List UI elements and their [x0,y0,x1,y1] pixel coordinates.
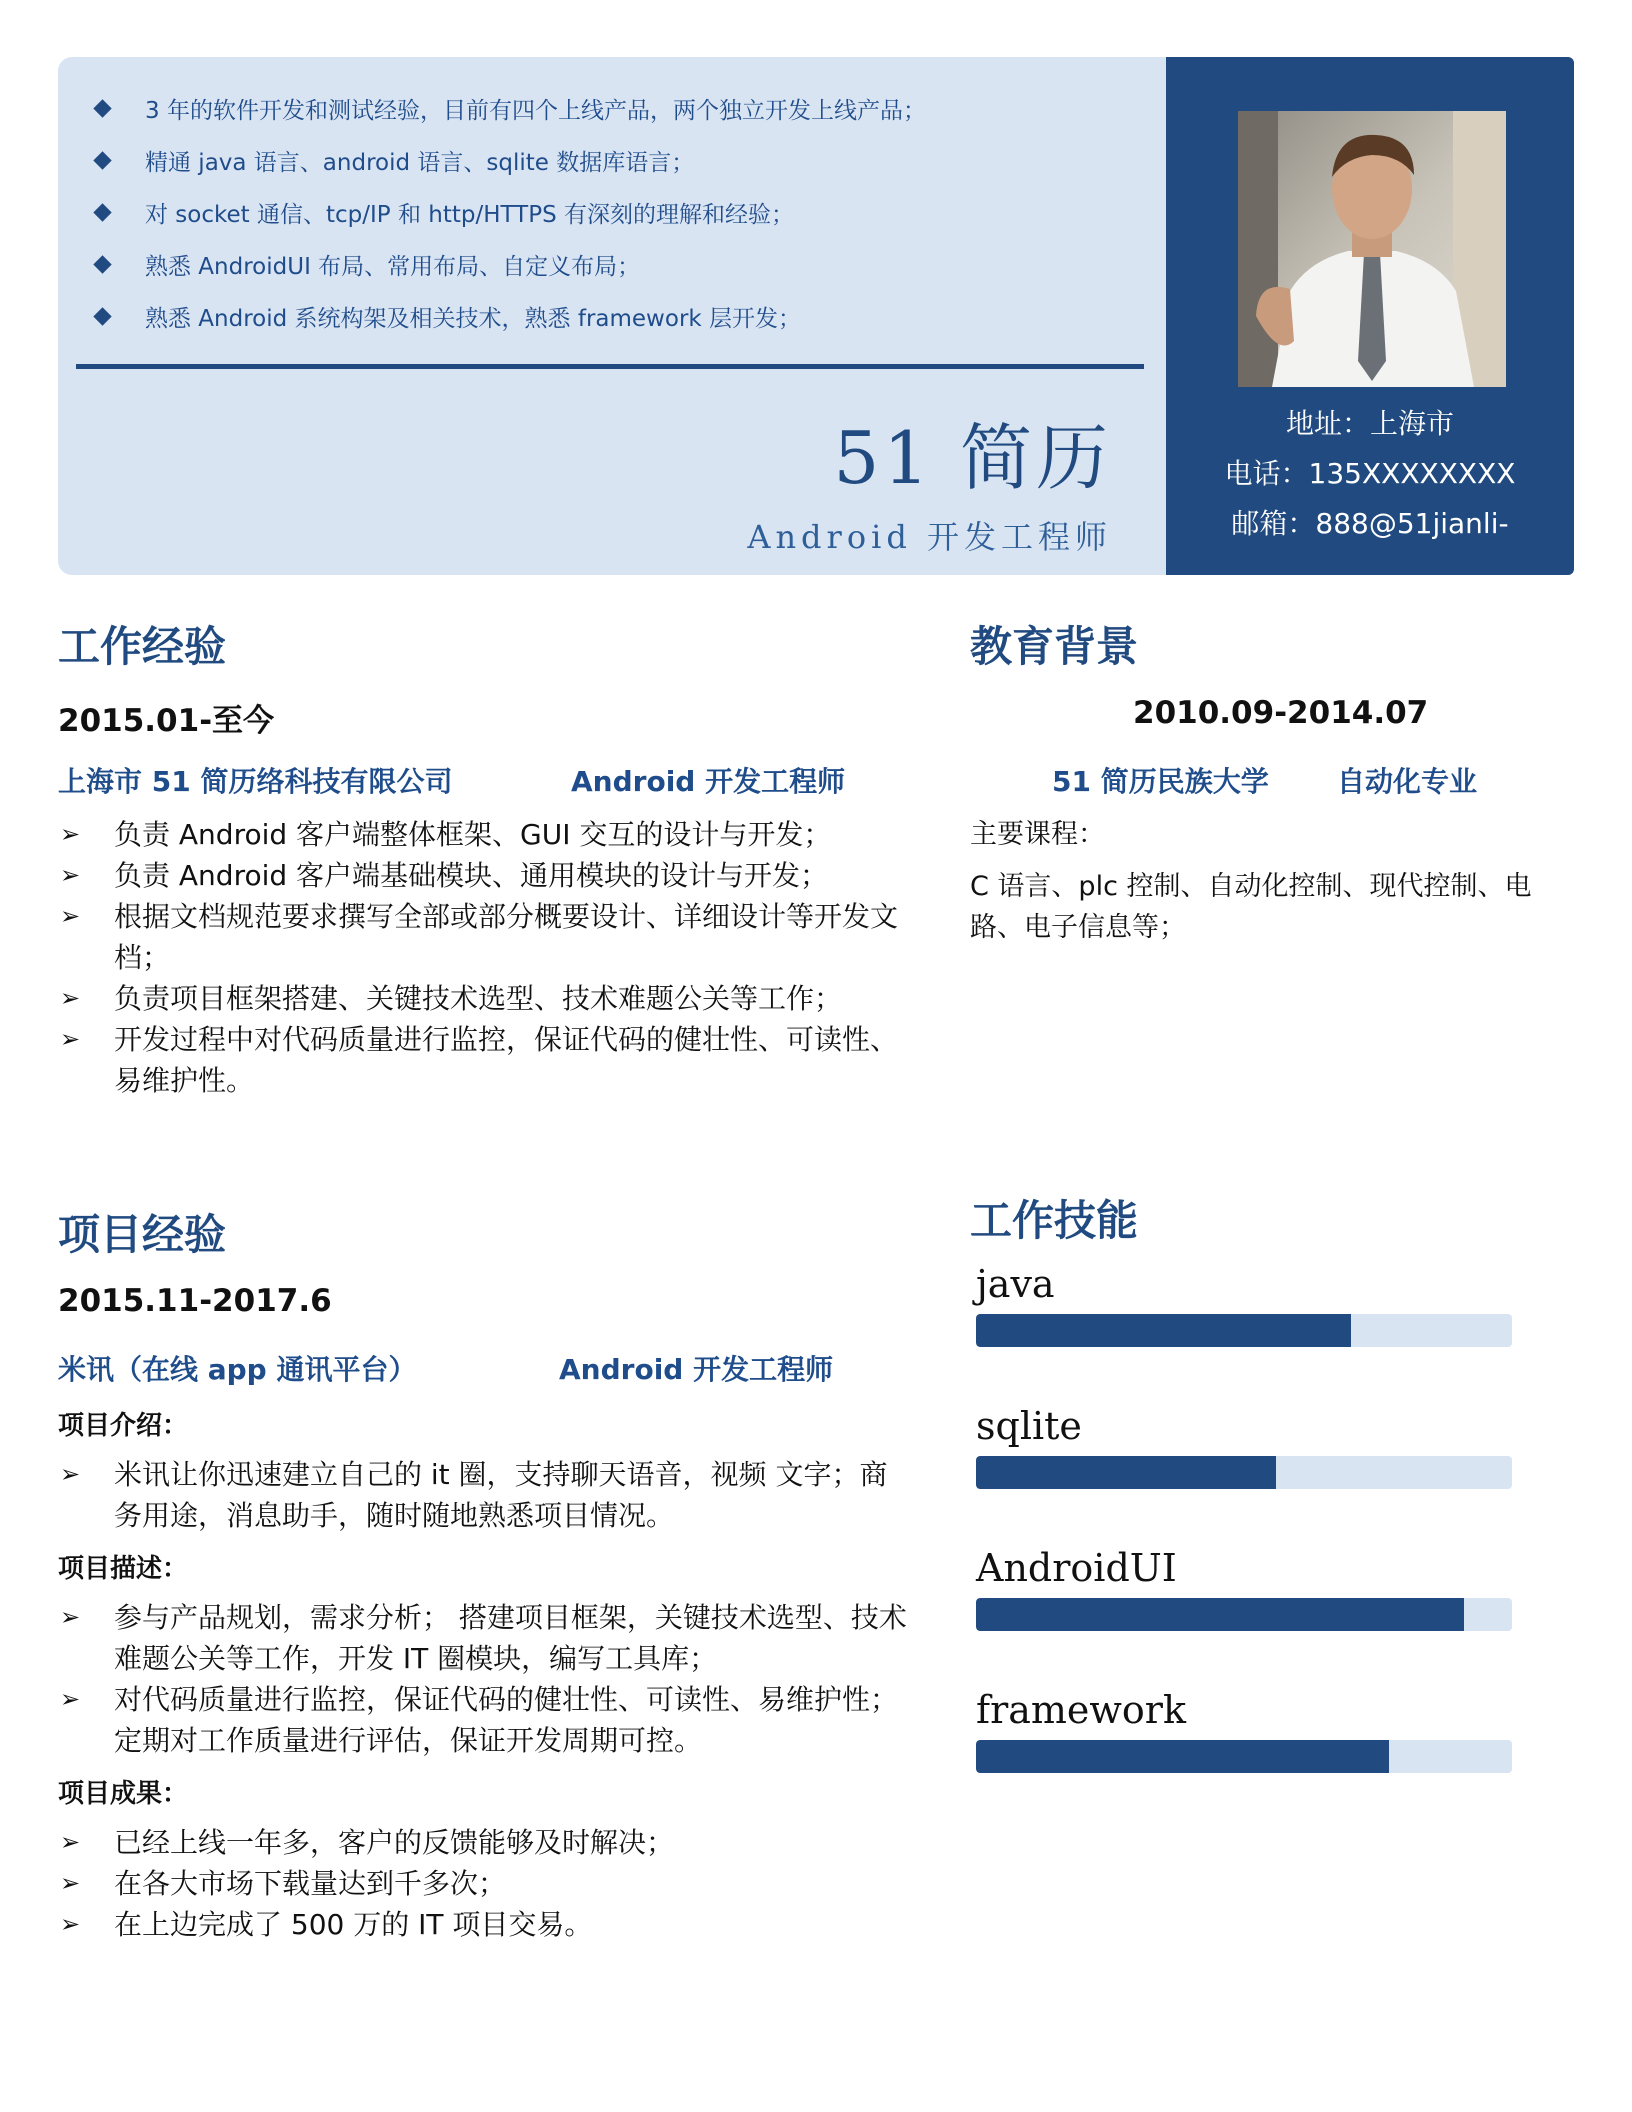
summary-item: 对 socket 通信、tcp/IP 和 http/HTTPS 有深刻的理解和经验； [90,186,1140,238]
list-item: ➢ 在各大市场下载量达到千多次； [58,1863,910,1904]
project-section-title: 项目经验 [58,1210,227,1259]
project-desc-list [58,1597,910,1761]
diamond-bullet-icon [93,99,111,117]
project-date: 2015.11-2017.6 [58,1283,332,1319]
list-item: ➢ 负责项目框架搭建、关键技术选型、技术难题公关等工作； [58,978,910,1019]
project-intro-list [58,1454,910,1536]
work-position: Android 开发工程师 [571,765,846,798]
project-results-list [58,1822,910,1945]
project-name: 米讯（在线 app 通讯平台） [58,1353,417,1386]
education-date: 2010.09-2014.07 [1133,695,1429,731]
skill-fill [976,1314,1351,1347]
skill-label-androidui: AndroidUI [976,1546,1177,1590]
education-section-title: 教育背景 [970,622,1139,671]
skill-bar-framework [976,1740,1512,1773]
project-result-label: 项目成果： [58,1779,189,1809]
work-section-title: 工作经验 [58,622,227,671]
skills-section-title: 工作技能 [970,1196,1139,1245]
arrow-bullet-icon: ➢ [60,1910,81,1938]
arrow-bullet-icon: ➢ [60,1025,81,1053]
list-item: ➢ 根据文档规范要求撰写全部或部分概要设计、详细设计等开发文档； [58,896,910,978]
profile-photo [1238,111,1506,387]
project-position: Android 开发工程师 [559,1353,834,1386]
arrow-bullet-icon: ➢ [60,1603,81,1631]
education-courses-label: 主要课程： [970,819,1105,850]
arrow-bullet-icon: ➢ [60,984,81,1012]
education-courses: C 语言、plc 控制、自动化控制、现代控制、电路、电子信息等； [970,871,1532,943]
diamond-bullet-icon [93,307,111,325]
arrow-bullet-icon: ➢ [60,1685,81,1713]
diamond-bullet-icon [93,203,111,221]
summary-item: 精通 java 语言、android 语言、sqlite 数据库语言； [90,134,1140,186]
skill-fill [976,1740,1389,1773]
arrow-bullet-icon: ➢ [60,820,81,848]
arrow-bullet-icon: ➢ [60,861,81,889]
diamond-bullet-icon [93,151,111,169]
contact-address: 地址：上海市 [1285,407,1454,440]
skill-bar-androidui [976,1598,1512,1631]
summary-item: 3 年的软件开发和测试经验，目前有四个上线产品，两个独立开发上线产品； [90,82,1140,134]
skill-fill [976,1456,1276,1489]
skill-bar-sqlite [976,1456,1512,1489]
summary-item: 熟悉 Android 系统构架及相关技术，熟悉 framework 层开发； [90,290,1140,342]
project-desc-label: 项目描述： [58,1554,189,1584]
portrait-icon [1238,111,1506,387]
header-divider [76,364,1144,369]
diamond-bullet-icon [93,255,111,273]
arrow-bullet-icon: ➢ [60,1828,81,1856]
contact-phone: 电话：135XXXXXXXX [1224,457,1516,490]
contact-email: 邮箱：888@51jianli- [1231,507,1509,540]
list-item: ➢ 开发过程中对代码质量进行监控，保证代码的健壮性、可读性、易维护性。 [58,1019,910,1101]
list-item: ➢ 已经上线一年多，客户的反馈能够及时解决； [58,1822,910,1863]
arrow-bullet-icon: ➢ [60,1460,81,1488]
summary-list [90,82,1140,342]
education-major: 自动化专业 [1337,765,1478,798]
skill-bar-java [976,1314,1512,1347]
resume-role: Android 开发工程师 [747,518,1112,556]
list-item: ➢ 在上边完成了 500 万的 IT 项目交易。 [58,1904,910,1945]
summary-item: 熟悉 AndroidUI 布局、常用布局、自定义布局； [90,238,1140,290]
arrow-bullet-icon: ➢ [60,1869,81,1897]
education-school: 51 简历民族大学 [1052,765,1269,798]
list-item: ➢ 负责 Android 客户端整体框架、GUI 交互的设计与开发； [58,814,910,855]
skill-label-framework: framework [976,1688,1187,1732]
list-item: ➢ 参与产品规划，需求分析； 搭建项目框架，关键技术选型、技术难题公关等工作，开发 IT 圈模块，编写工具库； [58,1597,910,1679]
list-item: ➢ 米讯让你迅速建立自己的 it 圈，支持聊天语音，视频 文字；商务用途，消息助手，随时随地熟悉项目情况。 [58,1454,910,1536]
resume-name: 51 简历 [833,416,1112,500]
skill-label-java: java [976,1262,1055,1306]
work-date: 2015.01-至今 [58,703,275,739]
arrow-bullet-icon: ➢ [60,902,81,930]
work-company: 上海市 51 简历络科技有限公司 [58,765,453,798]
list-item: ➢ 对代码质量进行监控，保证代码的健壮性、可读性、易维护性； 定期对工作质量进行评估，保证开发周期可控。 [58,1679,910,1761]
work-duties-list [58,814,910,1101]
skill-fill [976,1598,1464,1631]
list-item: ➢ 负责 Android 客户端基础模块、通用模块的设计与开发； [58,855,910,896]
skill-label-sqlite: sqlite [976,1404,1082,1448]
project-intro-label: 项目介绍： [58,1411,189,1441]
